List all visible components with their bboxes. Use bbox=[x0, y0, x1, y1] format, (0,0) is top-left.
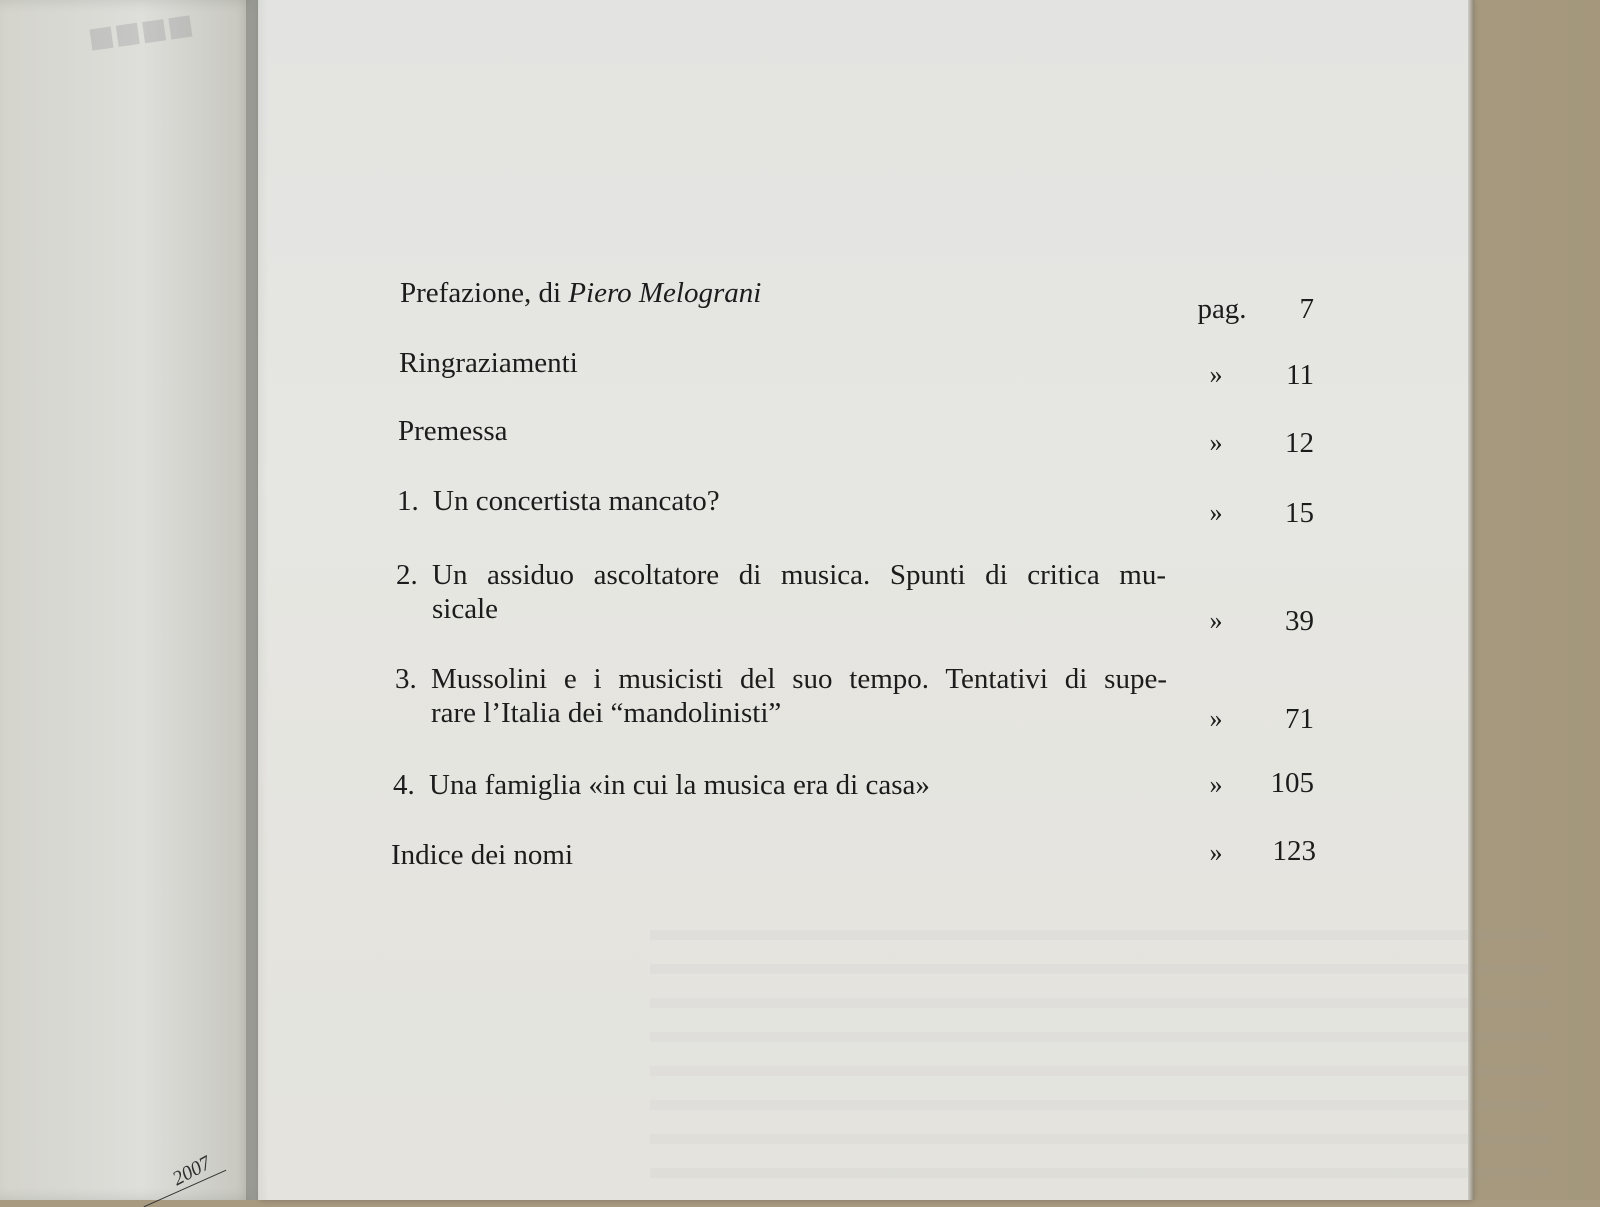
toc-entry-page: 12 bbox=[1285, 427, 1314, 459]
toc-entry-title: Indice dei nomi bbox=[391, 839, 574, 871]
toc-entry-premessa[interactable] bbox=[0, 414, 1600, 494]
toc-entry-title: 4. Una famiglia «in cui la musica era di casa» bbox=[393, 769, 930, 801]
bleed-through-text: ■■■■ bbox=[84, 0, 197, 64]
toc-entry-title bbox=[395, 662, 1167, 730]
toc-entry-page: 11 bbox=[1286, 359, 1314, 391]
toc-title-line: 3. Mussolini e i musicisti del suo tempo. Tentativi di supe- bbox=[395, 663, 1167, 695]
toc-chapter-number: 2. bbox=[396, 559, 418, 591]
toc-entry-chapter-2[interactable] bbox=[0, 558, 1600, 638]
toc-entry-prefazione[interactable] bbox=[0, 276, 1600, 356]
toc-entry-page: 7 bbox=[1299, 293, 1314, 325]
toc-entry-chapter-3[interactable] bbox=[0, 662, 1600, 742]
toc-ditto-mark: » bbox=[1209, 360, 1223, 389]
toc-entry-title: Ringraziamenti bbox=[399, 347, 578, 379]
toc-entry-page: 105 bbox=[1270, 767, 1314, 799]
toc-ditto-mark: » bbox=[1209, 428, 1223, 457]
corner-year: 2007 bbox=[168, 1151, 215, 1191]
toc-title-line: 2. Un assiduo ascoltatore di musica. Spunti di critica mu- bbox=[396, 559, 1166, 591]
toc-entry-chapter-1[interactable] bbox=[0, 484, 1600, 564]
toc-ditto-mark: » bbox=[1209, 838, 1223, 867]
toc-entry-page: 15 bbox=[1285, 497, 1314, 529]
toc-entry-title: Premessa bbox=[398, 415, 508, 447]
toc-entry-page: 39 bbox=[1285, 605, 1314, 637]
toc-ditto-mark: » bbox=[1209, 704, 1223, 733]
toc-entry-indice[interactable] bbox=[0, 835, 1600, 918]
toc-title-line: rare l’Italia dei “mandolinisti” bbox=[431, 697, 782, 729]
toc-entry-chapter-4[interactable] bbox=[0, 768, 1600, 848]
toc-chapter-number: 3. bbox=[395, 663, 417, 695]
toc-page-header: pag. bbox=[1197, 293, 1247, 325]
toc-entry-title: Prefazione, di Piero Melograni bbox=[400, 277, 762, 309]
toc-entry-author: Piero Melograni bbox=[568, 277, 762, 309]
toc-entry-page: 71 bbox=[1285, 703, 1314, 735]
toc-entry-page: 123 bbox=[1272, 835, 1316, 867]
toc-title-line: sicale bbox=[432, 593, 499, 625]
toc-entry-title bbox=[396, 558, 1166, 626]
toc-chapter-number: 4. bbox=[393, 769, 415, 801]
toc-ditto-mark: » bbox=[1209, 770, 1223, 799]
toc-entry-title: 1. Un concertista mancato? bbox=[397, 485, 720, 517]
toc-ditto-mark: » bbox=[1209, 606, 1223, 635]
toc-ditto-mark: » bbox=[1209, 498, 1223, 527]
toc-chapter-number: 1. bbox=[397, 485, 419, 517]
